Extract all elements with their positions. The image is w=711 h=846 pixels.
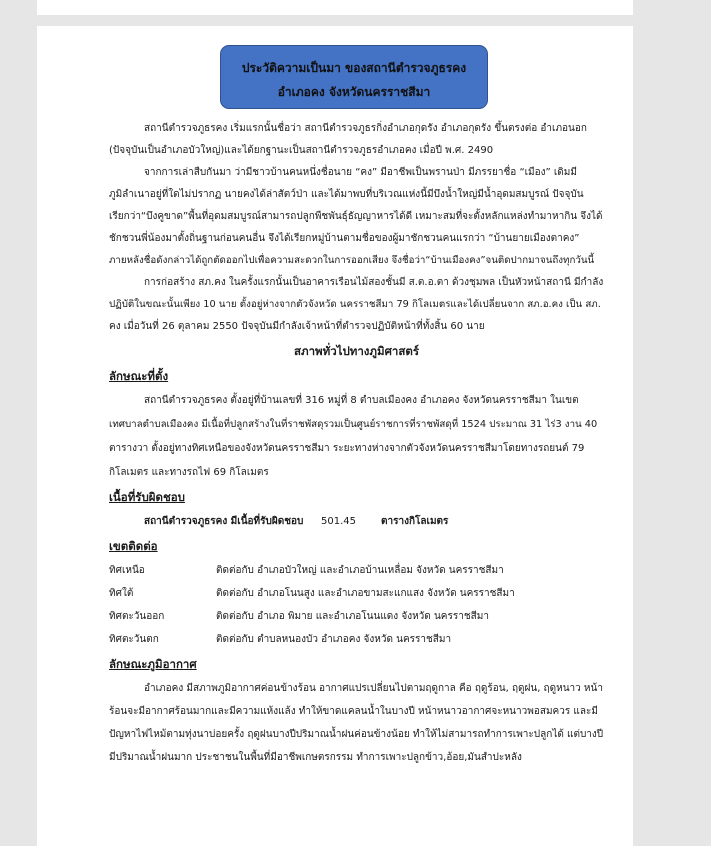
history-p2-line: ภายหลังชื่อดังกล่าวได้ถูกตัดออกไปเพื่อความสะดวกในการออกเสียง จึงชื่อว่า“บ้านเมืองคง”จนติดปากมาจนถึงทุกวันนี้ — [109, 255, 595, 266]
location-line: เทศบาลตำบลเมืองคง มีเนื้อที่ปลูกสร้างในที่ราชพัสดุรวมเป็นศูนย์ราชการที่ราชพัสดุที่ 1524 ประมาณ 31 ไร่3 งาน 40 — [109, 419, 598, 430]
area-heading: เนื้อที่รับผิดชอบ — [109, 490, 185, 504]
location-heading: ลักษณะที่ตั้ง — [109, 369, 169, 383]
history-p2-line: ชักชวนพี่น้องมาตั้งถิ่นฐานก่อนคนอื่น จึงได้เรียกหมู่บ้านตามชื่อของผู้มาชักชวนคนแรกว่า “บ้านยายเมืองตาคง” — [109, 233, 580, 244]
history-p3-line: การก่อสร้าง สภ.คง ในครั้งแรกนั้นเป็นอาคารเรือนไม้สองชั้นมี ส.ต.อ.ตา ด้วงชุมพล เป็นหัวหน้าสถานี มีกำลัง — [144, 277, 604, 288]
history-p2-line: จากการเล่าสืบกันมา ว่ามีชาวบ้านคนหนึ่งชื่อนาย “คง” มีอาชีพเป็นพรานป่า มีภรรยาชื่อ “เมือง” เดิมมี — [144, 167, 577, 178]
geography-heading: สภาพทั่วไปทางภูมิศาสตร์ — [294, 344, 419, 358]
title-box — [220, 45, 488, 109]
climate-line: อำเภอคง มีสภาพภูมิอากาศค่อนข้างร้อน อากาศแปรเปลี่ยนไปตามฤดูกาล คือ ฤดูร้อน, ฤดูฝน, ฤดูหนาว หน้า — [144, 683, 603, 694]
area-value: 501.45 — [321, 516, 356, 527]
climate-line: ปัญหาไฟไหม้ตามทุ่งนาบ่อยครั้ง ฤดูฝนบางปีปริมาณน้ำฝนค่อนข้างน้อย ทำให้ไม่สามารถทำการเพาะปลูกได้ แต่บางปี — [109, 729, 604, 740]
history-p2-line: เรียกว่า“บึงคูขาด”พื้นที่อุดมสมบูรณ์สามารถปลูกพืชพันธุ์ธัญญาหารได้ดี เหมาะสมที่จะตั้งหลักแหล่งทำมาหากิน จึงได้ — [109, 211, 603, 222]
boundary-description: ติดต่อกับ อำเภอบัวใหญ่ และอำเภอบ้านเหลื่อม จังหวัด นครราชสีมา — [216, 565, 504, 576]
climate-line: ร้อนจะมีอากาศร้อนมากและมีความแห้งแล้ง ทำให้ขาดแคลนน้ำในบางปี หน้าหนาวอากาศจะหนาวพอสมควร และมี — [109, 706, 598, 717]
previous-page — [37, 0, 633, 15]
boundary-description: ติดต่อกับ อำเภอโนนสูง และอำเภอขามสะแกแสง จังหวัด นครราชสีมา — [216, 588, 515, 599]
boundary-description: ติดต่อกับ ตำบลหนองบัว อำเภอคง จังหวัด นครราชสีมา — [216, 634, 452, 645]
title-line-1: ประวัติความเป็นมา ของสถานีตำรวจภูธรคง — [241, 61, 467, 75]
area-label: สถานีตำรวจภูธรคง มีเนื้อที่รับผิดชอบ — [144, 516, 304, 527]
boundary-heading: เขตติดต่อ — [109, 539, 158, 553]
document-page — [37, 26, 633, 846]
title-line-2: อำเภอคง จังหวัดนครราชสีมา — [277, 85, 431, 99]
boundary-description: ติดต่อกับ อำเภอ พิมาย และอำเภอโนนแดง จังหวัด นครราชสีมา — [216, 611, 489, 622]
location-line: สถานีตำรวจภูธรคง ตั้งอยู่ที่บ้านเลขที่ 316 หมู่ที่ 8 ตำบลเมืองคง อำเภอคง จังหวัดนครราชสีมา ในเขต — [144, 395, 579, 406]
history-p1-line: (ปัจจุบันเป็นอำเภอบัวใหญ่)และได้ยกฐานะเป็นสถานีตำรวจภูธรอำเภอคง เมื่อปี พ.ศ. 2490 — [109, 145, 494, 156]
boundary-direction: ทิศตะวันออก — [109, 611, 165, 622]
boundary-direction: ทิศใต้ — [109, 588, 134, 599]
location-line: กิโลเมตร และทางรถไฟ 69 กิโลเมตร — [109, 467, 269, 478]
history-p2-line: ภูมิลำเนาอยู่ที่ใดไม่ปรากฏ นายคงได้ล่าสัตว์ป่า และได้มาพบที่บริเวณแห่งนี้มีบึงน้ำใหญ่มีน้ำอุดมสมบูรณ์ ปัจจุบัน — [109, 189, 584, 200]
history-p3-line: คง เมื่อวันที่ 26 ตุลาคม 2550 ปัจจุบันมีกำลังเจ้าหน้าที่ตำรวจปฏิบัติหน้าที่ทั้งสิ้น 60 นาย — [109, 321, 485, 332]
climate-heading: ลักษณะภูมิอากาศ — [109, 657, 197, 671]
area-unit: ตารางกิโลเมตร — [381, 516, 449, 527]
history-p3-line: ปฏิบัติในขณะนั้นเพียง 10 นาย ตั้งอยู่ห่างจากตัวจังหวัด นครราชสีมา 79 กิโลเมตรและได้เปลี่ยนจาก สภ.อ.คง เป็น สภ. — [109, 299, 601, 310]
location-line: ตารางวา ตั้งอยู่ทางทิศเหนือของจังหวัดนครราชสีมา ระยะทางห่างจากตัวจังหวัดนครราชสีมาโดยทางรถยนต์ 79 — [109, 443, 585, 454]
history-p1-line: สถานีตำรวจภูธรคง เริ่มแรกนั้นชื่อว่า สถานีตำรวจภูธรกิ่งอำเภอกุดรัง อำเภอกุดรัง ขึ้นตรงต่อ อำเภอนอก — [144, 123, 587, 134]
climate-line: มีปริมาณน้ำฝนมาก ประชาชนในพื้นที่มีอาชีพเกษตรกรรม ทำการเพาะปลูกข้าว,อ้อย,มันสำปะหลัง — [109, 752, 522, 763]
boundary-direction: ทิศเหนือ — [109, 565, 145, 576]
boundary-direction: ทิศตะวันตก — [109, 634, 159, 645]
